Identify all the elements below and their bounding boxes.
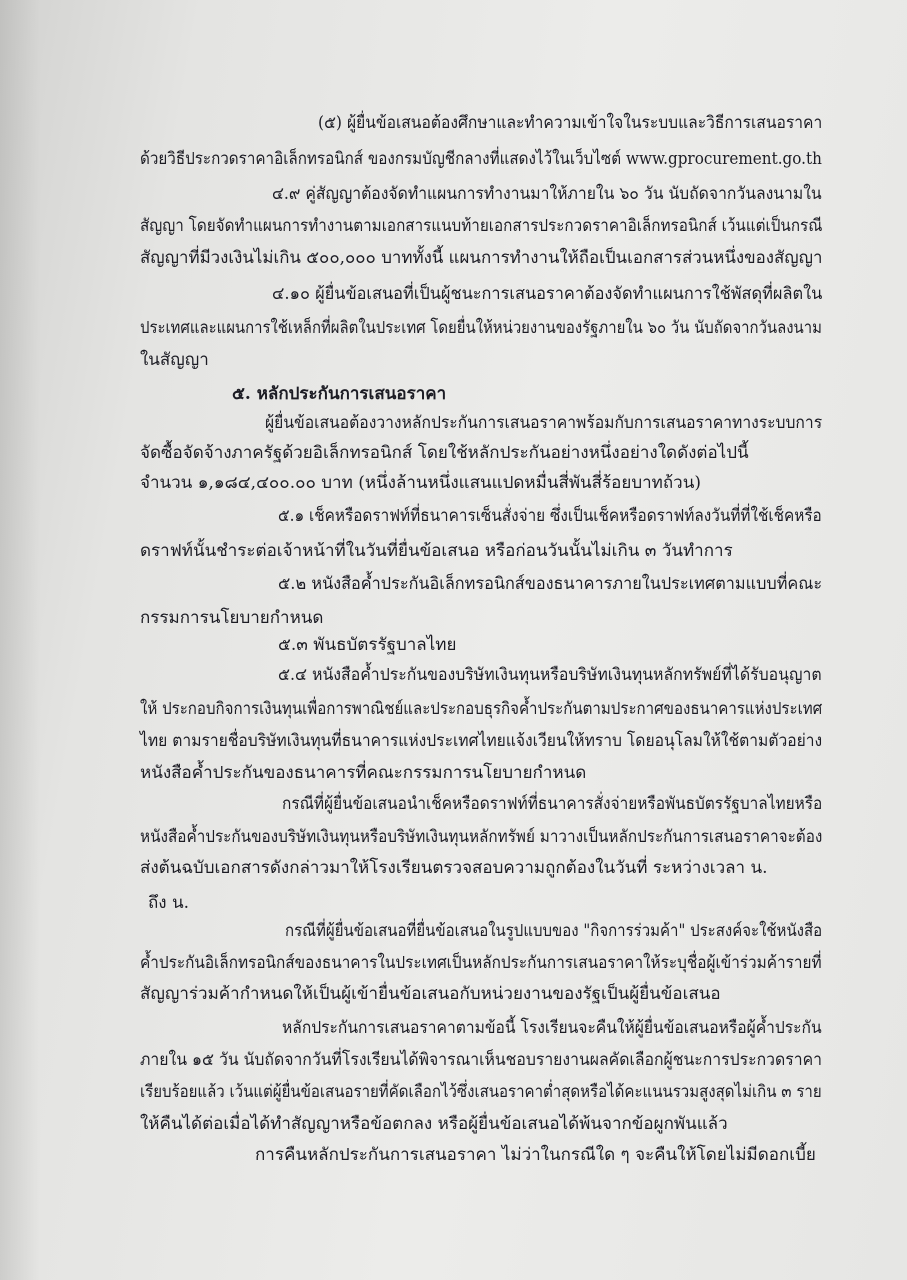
page-edge-shadow xyxy=(0,0,40,1280)
line-finance-guarantee: หนังสือค้ำประกันของบริษัทเงินทุนหรือบริษัทเงินทุนหลักทรัพย์ มาวางเป็นหลักประกันการเสนอราคาจะต้อง xyxy=(140,827,823,847)
line-clause-5-2: ๕.๒ หนังสือค้ำประกันอิเล็กทรอนิกส์ของธนาคารภายในประเทศตามแบบที่คณะ xyxy=(278,574,823,594)
line-except-bidders: เรียบร้อยแล้ว เว้นแต่ผู้ยื่นข้อเสนอรายที่คัดเลือกไว้ซึ่งเสนอราคาต่ำสุดหรือได้คะแนนรวมสูงสุดไม่เกิน ๓ ราย xyxy=(140,1082,822,1102)
line-draft: ดราฟท์นั้นชำระต่อเจ้าหน้าที่ในวันที่ยื่นข้อเสนอ หรือก่อนวันนั้นไม่เกิน ๓ วันทำการ xyxy=(140,541,733,561)
line-in-contract: ในสัญญา xyxy=(140,350,209,370)
line-clause-5-3: ๕.๓ พันธบัตรรัฐบาลไทย xyxy=(278,635,457,655)
line-clause-4-9: ๔.๙ คู่สัญญาต้องจัดทำแผนการทำงานมาให้ภายใน ๖๐ วัน นับถัดจากวันลงนามใน xyxy=(272,184,822,204)
line-finance-business: ให้ ประกอบกิจการเงินทุนเพื่อการพาณิชย์และประกอบธุรกิจค้ำประกันตามประกาศของธนาคารแห่งประเทศ xyxy=(140,699,823,719)
line-within-15-days: ภายใน ๑๕ วัน นับถัดจากวันที่โรงเรียนได้พิจารณาเห็นชอบรายงานผลคัดเลือกผู้ชนะการประกวดราคา xyxy=(140,1050,822,1070)
line-clause-5: (๕) ผู้ยื่นข้อเสนอต้องศึกษาและทำความเข้าใจในระบบและวิธีการเสนอราคา xyxy=(318,113,823,133)
line-case-cheque: กรณีที่ผู้ยื่นข้อเสนอนำเช็คหรือดราฟท์ที่ธนาคารสั่งจ่ายหรือพันธบัตรรัฐบาลไทยหรือ xyxy=(282,794,823,814)
section-heading-bid-security: ๕. หลักประกันการเสนอราคา xyxy=(232,384,447,404)
line-after-contract: ให้คืนได้ต่อเมื่อได้ทำสัญญาหรือข้อตกลง หรือผู้ยื่นข้อเสนอได้พ้นจากข้อผูกพันแล้ว xyxy=(140,1114,728,1134)
line-committee: กรรมการนโยบายกำหนด xyxy=(140,608,324,628)
line-e-guarantee: ค้ำประกันอิเล็กทรอนิกส์ของธนาคารในประเทศเป็นหลักประกันการเสนอราคาให้ระบุชื่อผู้เข้าร่วมค้ารายที่ xyxy=(140,953,822,973)
line-egp: จัดซื้อจัดจ้างภาครัฐด้วยอิเล็กทรอนิกส์ โดยใช้หลักประกันอย่างหนึ่งอย่างใดดังต่อไปนี้ xyxy=(140,443,749,463)
line-contract-value: สัญญาที่มีวงเงินไม่เกิน ๕๐๐,๐๐๐ บาททั้งนี้ แผนการทำงานให้ถือเป็นเอกสารส่วนหนึ่งของสัญญา xyxy=(140,248,823,268)
line-clause-5-1: ๕.๑ เช็คหรือดราฟท์ที่ธนาคารเซ็นสั่งจ่าย ซึ่งเป็นเช็คหรือดราฟท์ลงวันที่ที่ใช้เช็คหรือ xyxy=(278,506,822,526)
line-domestic-plan: ประเทศและแผนการใช้เหล็กที่ผลิตในประเทศ โดยยื่นให้หน่วยงานของรัฐภายใน ๖๐ วัน นับถัดจากวันลงนาม xyxy=(140,318,822,338)
line-until-time: ถึง น. xyxy=(148,893,190,913)
line-jv-agreement: สัญญาร่วมค้ากำหนดให้เป็นผู้เข้ายื่นข้อเสนอกับหน่วยงานของรัฐเป็นผู้ยื่นข้อเสนอ xyxy=(140,984,721,1004)
line-bank-thailand: ไทย ตามรายชื่อบริษัทเงินทุนที่ธนาคารแห่งประเทศไทยแจ้งเวียนให้ทราบ โดยอนุโลมให้ใช้ตามตัวอย่าง xyxy=(140,731,823,751)
line-website: ด้วยวิธีประกวดราคาอิเล็กทรอนิกส์ ของกรมบัญชีกลางที่แสดงไว้ในเว็บไซต์ www.gprocurement.go.th xyxy=(140,149,822,169)
line-no-interest: การคืนหลักประกันการเสนอราคา ไม่ว่าในกรณีใด ๆ จะคืนให้โดยไม่มีดอกเบี้ย xyxy=(255,1145,816,1165)
line-clause-5-4: ๕.๔ หนังสือค้ำประกันของบริษัทเงินทุนหรือบริษัทเงินทุนหลักทรัพย์ที่ได้รับอนุญาต xyxy=(278,665,822,685)
line-bid-security-intro: ผู้ยื่นข้อเสนอต้องวางหลักประกันการเสนอราคาพร้อมกับการเสนอราคาทางระบบการ xyxy=(265,413,823,433)
line-case-joint-venture: กรณีที่ผู้ยื่นข้อเสนอที่ยื่นข้อเสนอในรูปแบบของ "กิจการร่วมค้า" ประสงค์จะใช้หนังสือ xyxy=(285,921,823,941)
line-guarantee-form: หนังสือค้ำประกันของธนาคารที่คณะกรรมการนโยบายกำหนด xyxy=(140,763,587,783)
line-amount: จำนวน ๑,๑๘๔,๔๐๐.๐๐ บาท (หนึ่งล้านหนึ่งแสนแปดหมื่นสี่พันสี่ร้อยบาทถ้วน) xyxy=(140,473,701,493)
line-submit-original: ส่งต้นฉบับเอกสารดังกล่าวมาให้โรงเรียนตรวจสอบความถูกต้องในวันที่ ระหว่างเวลา น. xyxy=(140,858,768,878)
line-contract-plan: สัญญา โดยจัดทำแผนการทำงานตามเอกสารแนบท้ายเอกสารประกวดราคาอิเล็กทรอนิกส์ เว้นแต่เป็นกรณี xyxy=(140,216,823,236)
line-return-security: หลักประกันการเสนอราคาตามข้อนี้ โรงเรียนจะคืนให้ผู้ยื่นข้อเสนอหรือผู้ค้ำประกัน xyxy=(282,1018,822,1038)
line-clause-4-10: ๔.๑๐ ผู้ยื่นข้อเสนอที่เป็นผู้ชนะการเสนอราคาต้องจัดทำแผนการใช้พัสดุที่ผลิตใน xyxy=(272,284,823,304)
